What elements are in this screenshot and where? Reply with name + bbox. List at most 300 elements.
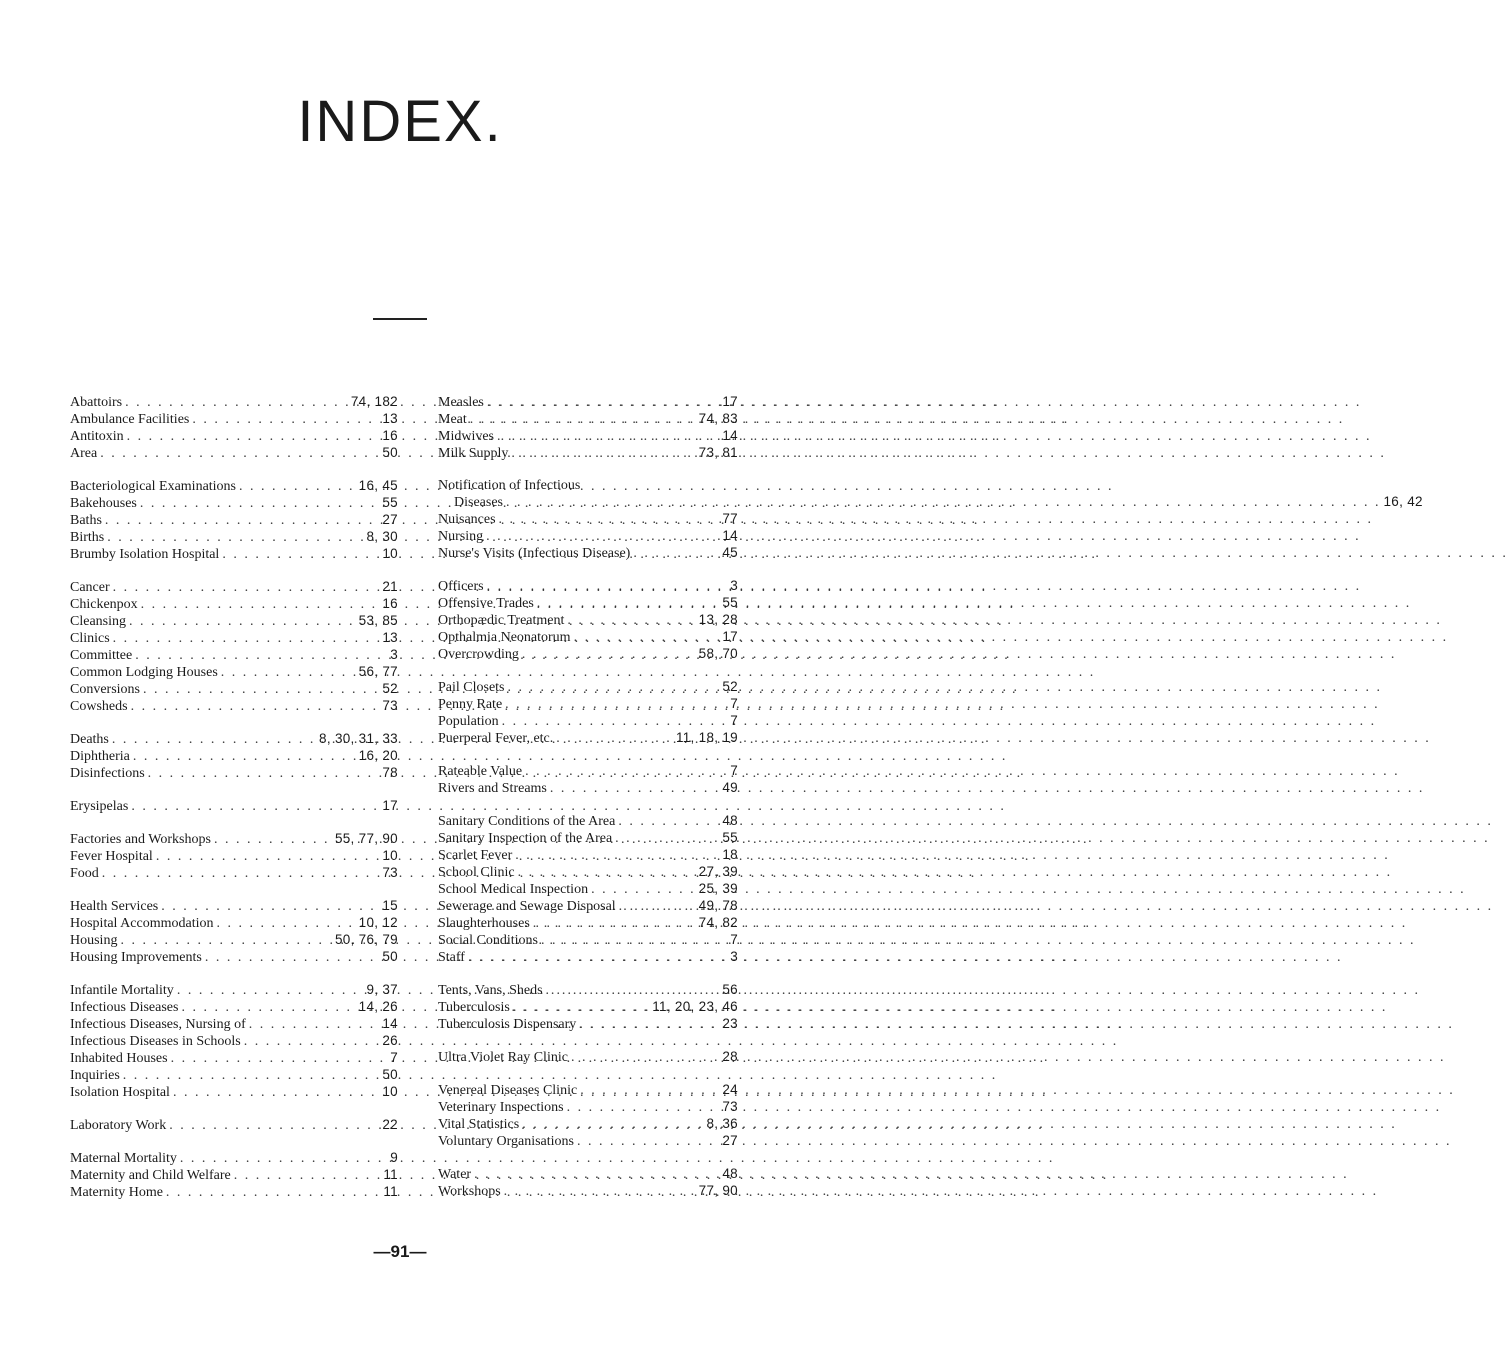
index-pages: 50, 76, 79 xyxy=(334,932,398,947)
index-pages: 14 xyxy=(382,1016,398,1031)
index-term: Nurse's Visits (Infectious Disease) xyxy=(438,546,631,561)
index-pages: 49, 78 xyxy=(698,898,738,913)
index-entry-venereal-diseases-clinic xyxy=(438,1082,738,1099)
index-entry-social-conditions xyxy=(438,932,738,949)
index-term: Ambulance Facilities xyxy=(70,412,190,427)
index-term: Scarlet Fever xyxy=(438,848,513,863)
index-pages: 3 xyxy=(730,949,738,964)
dot-leader xyxy=(143,682,379,698)
index-term: Antitoxin xyxy=(70,429,124,444)
index-entry-school-medical-inspection xyxy=(438,881,738,898)
dot-leader xyxy=(468,950,727,966)
index-pages: 10 xyxy=(382,848,398,863)
index-entry-notification-of-infectious xyxy=(438,478,1423,511)
index-pages: 8, 30, 31, 33 xyxy=(319,731,398,746)
index-term: Laboratory Work xyxy=(70,1118,167,1133)
dot-leader xyxy=(171,1051,388,1067)
index-entry-cowsheds xyxy=(70,698,398,715)
dot-leader xyxy=(567,613,695,629)
index-entry-measles xyxy=(438,394,738,411)
index-entry-workshops xyxy=(438,1183,738,1200)
dot-leader xyxy=(239,479,356,495)
dot-leader xyxy=(166,1185,380,1201)
index-entry-food xyxy=(70,865,398,882)
index-term: Cancer xyxy=(70,580,110,595)
dot-leader xyxy=(205,950,380,966)
index-term: Social Conditions xyxy=(438,933,538,948)
index-entry-baths xyxy=(70,512,398,529)
index-entry-overcrowding xyxy=(438,646,738,663)
index-entry-sanitary-conditions-of-the-area xyxy=(438,813,738,830)
index-term: Inhabited Houses xyxy=(70,1051,168,1066)
index-pages: 10 xyxy=(382,1084,398,1099)
index-entry-inquiries xyxy=(70,1067,398,1084)
dot-leader xyxy=(486,529,719,545)
index-entry-tents-vans-sheds xyxy=(438,982,738,999)
dot-leader xyxy=(140,496,379,512)
index-term: Diphtheria xyxy=(70,749,130,764)
index-entry-water xyxy=(438,1166,738,1183)
dot-leader xyxy=(533,916,696,932)
index-entry-cleansing xyxy=(70,613,398,630)
index-term: Hospital Accommodation xyxy=(70,916,214,931)
index-term: Vital Statistics xyxy=(438,1117,520,1132)
index-pages: 8, 36 xyxy=(706,1116,738,1131)
index-pages: 25, 39 xyxy=(698,881,738,896)
dot-leader xyxy=(192,412,379,428)
index-entry-common-lodging-houses xyxy=(70,664,398,681)
index-term: Nursing xyxy=(438,529,484,544)
index-group xyxy=(438,982,738,1033)
index-pages: 78 xyxy=(382,765,398,780)
index-term: Clinics xyxy=(70,631,110,646)
index-entry-nuisances xyxy=(438,511,738,528)
index-term: Pail Closets xyxy=(438,680,505,695)
dot-leader xyxy=(105,513,379,529)
index-pages: 55, 77, 90 xyxy=(334,831,398,846)
dot-leader xyxy=(180,1151,387,1167)
index-term: Milk Supply xyxy=(438,446,509,461)
dot-leader xyxy=(156,849,380,865)
index-entry-continuation xyxy=(438,494,1423,511)
index-column-right xyxy=(438,394,1423,1216)
dot-leader xyxy=(577,1134,719,1150)
dot-leader xyxy=(100,446,379,462)
index-pages: 16 xyxy=(382,428,398,443)
index-entry-deaths xyxy=(70,731,398,748)
dot-leader xyxy=(537,596,720,612)
index-pages: 16 xyxy=(382,596,398,611)
index-entry-housing xyxy=(70,932,398,949)
dot-leader xyxy=(504,1184,696,1200)
dot-leader xyxy=(125,395,348,411)
index-term: Infectious Diseases xyxy=(70,1000,179,1015)
index-pages: 53, 85 xyxy=(358,613,398,628)
index-entry-ultra-violet-ray-clinic xyxy=(438,1049,738,1066)
index-group xyxy=(438,813,738,966)
dot-leader xyxy=(525,764,727,780)
index-pages: 56 xyxy=(722,982,738,997)
index-pages: 17 xyxy=(382,798,398,813)
index-entry-bakehouses xyxy=(70,495,398,512)
index-pages: 10, 12 xyxy=(358,915,398,930)
index-pages: 74, 182 xyxy=(350,394,398,409)
index-term: Sanitary Conditions of the Area xyxy=(438,814,616,829)
index-pages: 11, 20, 23, 46 xyxy=(652,999,738,1014)
index-group xyxy=(438,394,738,462)
index-pages: 7 xyxy=(730,932,738,947)
index-term: Bacteriological Examinations xyxy=(70,479,237,494)
index-term: Notification of Infectious xyxy=(438,478,581,493)
index-pages: 22 xyxy=(382,1117,398,1132)
dot-leader xyxy=(511,446,695,462)
index-group xyxy=(70,831,398,882)
index-term: Inquiries xyxy=(70,1068,120,1083)
index-pages: 27 xyxy=(722,1133,738,1148)
index-entry-diphtheria xyxy=(70,748,398,765)
index-pages: 55 xyxy=(382,495,398,510)
index-entry-maternal-mortality xyxy=(70,1150,398,1167)
dot-leader xyxy=(133,749,356,765)
dot-leader xyxy=(131,799,379,815)
index-entry-cancer xyxy=(70,579,398,596)
index-term: Isolation Hospital xyxy=(70,1085,170,1100)
index-term: Water xyxy=(438,1167,472,1182)
index-term: Midwives xyxy=(438,429,494,444)
dot-leader xyxy=(181,1000,355,1016)
index-term: School Medical Inspection xyxy=(438,882,589,897)
index-column-left xyxy=(70,394,398,1217)
index-entry-school-clinic xyxy=(438,864,738,881)
index-term: Common Lodging Houses xyxy=(70,665,218,680)
index-entry-rivers-and-streams xyxy=(438,780,738,797)
index-pages: 16, 20 xyxy=(358,748,398,763)
dot-leader xyxy=(633,546,719,562)
dot-leader xyxy=(515,848,719,864)
dot-leader xyxy=(487,395,719,411)
dot-leader xyxy=(161,899,379,915)
index-pages: 13, 28 xyxy=(698,612,738,627)
index-pages: 74, 82 xyxy=(698,915,738,930)
index-group xyxy=(438,1082,738,1150)
index-group xyxy=(70,898,398,966)
index-pages: 73 xyxy=(722,1099,738,1114)
index-term: Orthopædic Treatment xyxy=(438,613,565,628)
index-pages: 11 xyxy=(383,1167,398,1182)
index-entry-infectious-diseases xyxy=(70,999,398,1016)
index-group xyxy=(70,1150,398,1201)
index-group xyxy=(438,578,738,663)
index-entry-erysipelas xyxy=(70,798,398,815)
index-entry-slaughterhouses xyxy=(438,915,738,932)
index-term: Deaths xyxy=(70,732,109,747)
dot-leader xyxy=(497,429,719,445)
index-pages: 49 xyxy=(722,780,738,795)
index-term: Disinfections xyxy=(70,766,145,781)
index-entry-rateable-value xyxy=(438,763,738,780)
index-term: Measles xyxy=(438,395,484,410)
index-entry-nurse-s-visits-infectious-disease xyxy=(438,545,738,562)
dot-leader xyxy=(487,579,728,595)
index-term: Food xyxy=(70,866,99,881)
index-term: Overcrowding xyxy=(438,647,519,662)
dot-leader xyxy=(579,1017,719,1033)
dot-leader xyxy=(234,1168,381,1184)
index-pages: 14 xyxy=(722,528,738,543)
index-pages: 10 xyxy=(382,546,398,561)
index-entry-inhabited-houses xyxy=(70,1050,398,1067)
index-term: Population xyxy=(438,714,499,729)
index-entry-isolation-hospital xyxy=(70,1084,398,1101)
dot-leader xyxy=(221,665,356,681)
index-term: Nuisances xyxy=(438,512,496,527)
index-pages: 77 xyxy=(722,511,738,526)
dot-leader xyxy=(148,766,380,782)
index-pages: 3 xyxy=(730,578,738,593)
index-entry-hospital-accommodation xyxy=(70,915,398,932)
dot-leader xyxy=(513,1000,649,1016)
page-title: INDEX. xyxy=(297,89,503,154)
index-pages: 9, 37 xyxy=(366,982,398,997)
index-pages: 52 xyxy=(382,681,398,696)
dot-leader xyxy=(546,983,720,999)
index-entry-infantile-mortality xyxy=(70,982,398,999)
title-divider xyxy=(373,318,427,320)
index-pages: 73 xyxy=(382,865,398,880)
index-pages: 24 xyxy=(722,1082,738,1097)
dot-leader xyxy=(474,1167,719,1183)
index-entry-clinics xyxy=(70,630,398,647)
index-entry-chickenpox xyxy=(70,596,398,613)
dot-leader xyxy=(580,1083,719,1099)
index-term: Maternal Mortality xyxy=(70,1151,177,1166)
index-term: Committee xyxy=(70,648,133,663)
index-pages: 14, 26 xyxy=(358,999,398,1014)
page-number: —91— xyxy=(373,1242,427,1261)
dot-leader xyxy=(112,732,316,748)
index-group xyxy=(70,394,398,462)
dot-leader xyxy=(216,916,355,932)
index-term: Rivers and Streams xyxy=(438,781,547,796)
dot-leader xyxy=(618,814,719,830)
index-pages: 48 xyxy=(722,1166,738,1181)
index-entry-committee xyxy=(70,647,398,664)
index-entry-factories-and-workshops xyxy=(70,831,398,848)
index-group xyxy=(70,798,398,815)
dot-leader xyxy=(131,699,380,715)
index-entry-tuberculosis-dispensary xyxy=(438,1016,738,1033)
index-entry-milk-supply xyxy=(438,445,738,462)
dot-leader xyxy=(502,714,728,730)
index-pages: 52 xyxy=(722,679,738,694)
index-entry-abattoirs xyxy=(70,394,398,411)
dot-leader xyxy=(249,1017,380,1033)
index-pages: 16, 42 xyxy=(1383,494,1423,509)
index-term: Housing Improvements xyxy=(70,950,202,965)
dot-leader xyxy=(107,530,363,546)
index-entry-nursing xyxy=(438,528,738,545)
dot-leader xyxy=(141,597,380,613)
index-term-continued: Diseases xyxy=(454,495,503,510)
index-term: Bakehouses xyxy=(70,496,137,511)
index-entry-offensive-trades xyxy=(438,595,738,612)
index-entry-antitoxin xyxy=(70,428,398,445)
index-term: Sanitary Inspection of the Area xyxy=(438,831,613,846)
index-pages: 73, 81 xyxy=(698,445,738,460)
index-entry-maternity-and-child-welfare xyxy=(70,1167,398,1184)
index-pages: 3 xyxy=(390,647,398,662)
dot-leader xyxy=(518,865,696,881)
dot-leader xyxy=(571,1050,719,1066)
index-term: Infantile Mortality xyxy=(70,983,174,998)
index-pages: 17 xyxy=(722,629,738,644)
index-term: Tuberculosis xyxy=(438,1000,510,1015)
index-term: Rateable Value xyxy=(438,764,523,779)
index-term: Chickenpox xyxy=(70,597,138,612)
dot-leader xyxy=(222,547,379,563)
index-term: Ultra Violet Ray Clinic xyxy=(438,1050,568,1065)
index-term: Cleansing xyxy=(70,614,126,629)
index-term: School Clinic xyxy=(438,865,515,880)
index-group xyxy=(438,1049,738,1066)
index-term: Fever Hospital xyxy=(70,849,153,864)
index-entry-tuberculosis xyxy=(438,999,738,1016)
index-term: Maternity and Child Welfare xyxy=(70,1168,231,1183)
index-pages: 28 xyxy=(722,1049,738,1064)
index-pages: 9 xyxy=(390,1150,398,1165)
index-entry-midwives xyxy=(438,428,738,445)
index-pages: 45 xyxy=(722,545,738,560)
index-pages: 14 xyxy=(722,428,738,443)
index-entry-area xyxy=(70,445,398,462)
index-entry-sanitary-inspection-of-the-area xyxy=(438,830,738,847)
index-group xyxy=(70,982,398,1101)
index-pages: 18 xyxy=(722,847,738,862)
index-entry-fever-hospital xyxy=(70,848,398,865)
dot-leader xyxy=(591,882,696,898)
index-entry-laboratory-work xyxy=(70,1117,398,1134)
index-group xyxy=(438,763,738,797)
index-pages: 48 xyxy=(722,813,738,828)
index-term: Sewerage and Sewage Disposal xyxy=(438,899,616,914)
index-pages: 55 xyxy=(722,830,738,845)
index-group xyxy=(70,731,398,782)
index-entry-maternity-home xyxy=(70,1184,398,1201)
index-term: Area xyxy=(70,446,98,461)
index-entry-disinfections xyxy=(70,765,398,782)
index-term: Puerperal Fever, etc. xyxy=(438,731,554,746)
index-term: Infectious Diseases, Nursing of xyxy=(70,1017,246,1032)
index-term: Factories and Workshops xyxy=(70,832,211,847)
index-entry-health-services xyxy=(70,898,398,915)
dot-leader xyxy=(567,1100,720,1116)
index-pages: 13 xyxy=(382,411,398,426)
index-pages: 77, 90 xyxy=(698,1183,738,1198)
index-entry-sewerage-and-sewage-disposal xyxy=(438,898,738,915)
index-term: Births xyxy=(70,530,105,545)
index-term: Tents, Vans, Sheds xyxy=(438,983,543,998)
dot-leader xyxy=(169,1118,379,1134)
index-entry-orthop-dic-treatment xyxy=(438,612,738,629)
index-pages: 73 xyxy=(382,698,398,713)
index-term: Brumby Isolation Hospital xyxy=(70,547,220,562)
index-pages: 56, 77 xyxy=(358,664,398,679)
dot-leader xyxy=(102,866,380,882)
dot-leader xyxy=(505,697,727,713)
index-entry-officers xyxy=(438,578,738,595)
index-term: Baths xyxy=(70,513,102,528)
index-entry-infectious-diseases-nursing-of xyxy=(70,1016,398,1033)
index-term: Opthalmia Neonatorum xyxy=(438,630,571,645)
index-pages: 7 xyxy=(390,1050,398,1065)
index-pages: 27 xyxy=(382,512,398,527)
index-pages: 13 xyxy=(382,630,398,645)
index-entry-housing-improvements xyxy=(70,949,398,966)
index-term: Housing xyxy=(70,933,118,948)
index-entry-conversions xyxy=(70,681,398,698)
index-pages: 58, 70 xyxy=(698,646,738,661)
index-term: Staff xyxy=(438,950,465,965)
index-pages: 26 xyxy=(382,1033,398,1048)
index-term: Workshops xyxy=(438,1184,501,1199)
index-group xyxy=(438,478,1423,562)
dot-leader xyxy=(113,580,380,596)
index-pages: 74, 83 xyxy=(698,411,738,426)
index-pages: 7 xyxy=(730,696,738,711)
dot-leader xyxy=(556,731,673,747)
dot-leader xyxy=(522,1117,703,1133)
dot-leader xyxy=(499,512,720,528)
index-entry-vital-statistics xyxy=(438,1116,738,1133)
dot-leader xyxy=(550,781,720,797)
index-entry-infectious-diseases-in-schools xyxy=(70,1033,398,1050)
dot-leader xyxy=(522,647,696,663)
dot-leader xyxy=(113,631,380,647)
index-term: Meat xyxy=(438,412,467,427)
index-entry-scarlet-fever xyxy=(438,847,738,864)
index-term: Abattoirs xyxy=(70,395,123,410)
dot-leader xyxy=(135,648,387,664)
index-term: Health Services xyxy=(70,899,159,914)
index-group xyxy=(70,478,398,563)
index-entry-bacteriological-examinations xyxy=(70,478,398,495)
index-entry-pail-closets xyxy=(438,679,738,696)
index-pages: 8, 30 xyxy=(366,529,398,544)
index-pages: 50 xyxy=(382,949,398,964)
index-pages: 7 xyxy=(730,713,738,728)
index-term: Conversions xyxy=(70,682,140,697)
index-pages: 21 xyxy=(382,579,398,594)
index-term: Erysipelas xyxy=(70,799,129,814)
dot-leader xyxy=(541,933,727,949)
index-entry-opthalmia-neonatorum xyxy=(438,629,738,646)
index-entry-veterinary-inspections xyxy=(438,1099,738,1116)
dot-leader xyxy=(129,614,356,630)
index-entry-brumby-isolation-hospital xyxy=(70,546,398,563)
index-term: Venereal Diseases Clinic xyxy=(438,1083,578,1098)
index-pages: 7 xyxy=(730,763,738,778)
dot-leader xyxy=(177,983,364,999)
index-pages: 11, 18, 19 xyxy=(675,730,738,745)
dot-leader xyxy=(619,899,696,915)
index-pages: 11 xyxy=(383,1184,398,1199)
index-term: Tuberculosis Dispensary xyxy=(438,1017,577,1032)
index-group xyxy=(70,1117,398,1134)
dot-leader xyxy=(214,832,332,848)
index-pages: 27, 39 xyxy=(698,864,738,879)
index-pages: 15 xyxy=(382,898,398,913)
index-term: Offensive Trades xyxy=(438,596,534,611)
